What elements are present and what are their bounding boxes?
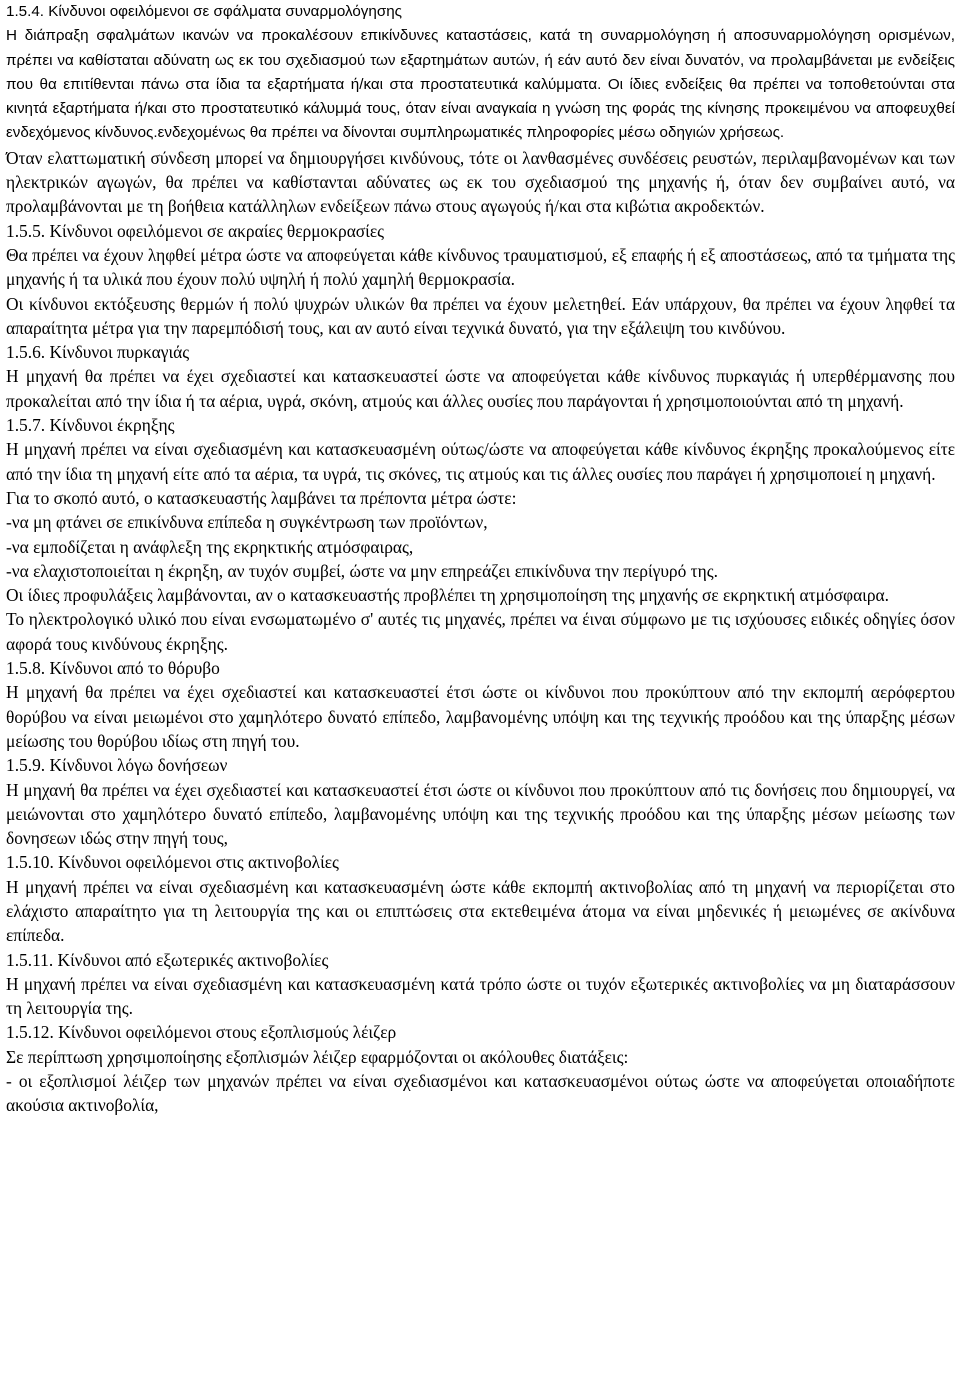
paragraph: Οι ίδιες προφυλάξεις λαμβάνονται, αν ο κατασκευαστής προβλέπει τη χρησιμοποίηση της μηχανής σε εκρηκτική ατμόσφαιρα. (6, 585, 889, 606)
list-item: - οι εξοπλισμοί λέιζερ των μηχανών πρέπει να είναι σχεδιασμένοι και κατασκευασμένοι ούτως ώστε να αποφεύγεται οποιαδήποτε ακούσια ακτινοβολία, (6, 1071, 955, 1116)
section-heading: 1.5.12. Κίνδυνοι οφειλόμενοι στους εξοπλισμούς λέιζερ (6, 1022, 397, 1043)
section-heading: 1.5.11. Κίνδυνοι από εξωτερικές ακτινοβολίες (6, 949, 329, 970)
paragraph: Η μηχανή θα πρέπει να έχει σχεδιαστεί και κατασκευαστεί ώστε να αποφεύγεται κάθε κίνδυνος πυρκαγιάς ή υπερθέρμανσης που προκαλείται από την ίδια ή τα αέρια, υγρά, σκόνη, ατμούς και άλλες ουσίες που παράγονται ή χρησιμοποιούνται από τη μηχανή. (6, 366, 955, 411)
paragraph: Η διάπραξη σφαλμάτων ικανών να προκαλέσουν επικίνδυνες καταστάσεις, κατά τη συναρμολόγηση ή αποσυναρμολόγηση ορισμένων, πρέπει να καθίσταται αδύνατη ως εκ του σχεδιασμού των εξαρτημάτων αυτών, ή εάν αυτό δεν είναι δυνατόν, να προλαμβάνεται με ενδείξεις που θα επιτίθενται πάνω στα ίδια τα εξαρτήματα ή/και στα προστατευτικά καλύμματα. Οι ίδιες ενδείξεις θα πρέπει να τοποθετούνται στα κινητά εξαρτήματα ή/και στο προστατευτικό κάλυμμά τους, όταν είναι αναγκαία η γνώση της φοράς της κίνησης προκειμένου να αποφευχθεί ενδεχόμενος κίνδυνος.ενδεχομένως θα πρέπει να δίνονται συμπληρωματικές πληροφορίες μέσω οδηγιών χρήσεως. (6, 27, 955, 142)
document-body (6, 146, 955, 1118)
list-item: -να ελαχιστοποιείται η έκρηξη, αν τυχόν συμβεί, ώστε να μην επηρεάζει επικίνδυνα την περίγυρό της. (6, 560, 718, 581)
section-heading: 1.5.9. Κίνδυνοι λόγω δονήσεων (6, 755, 228, 776)
paragraph: Η μηχανή πρέπει να είναι σχεδιασμένη και κατασκευασμένη ώστε κάθε εκπομπή ακτινοβολίας από τη μηχανή να περιορίζεται στο ελάχιστο απαραίτητο για τη λειτουργία της και οι επιπτώσεις στα εκτεθειμένα άτομα να είναι μηδενικές ή μειωμένες σε ακίνδυνα επίπεδα. (6, 876, 955, 946)
section-heading: 1.5.5. Κίνδυνοι οφειλόμενοι σε ακραίες θερμοκρασίες (6, 220, 385, 241)
paragraph: Οι κίνδυνοι εκτόξευσης θερμών ή πολύ ψυχρών υλικών θα πρέπει να έχουν μελετηθεί. Εάν υπάρχουν, θα πρέπει να έχουν ληφθεί τα απαραίτητα μέτρα για την παρεμπόδισή τους, και αν αυτό είναι τεχνικά δυνατό, για την εξάλειψη του κινδύνου. (6, 293, 955, 338)
section-heading: 1.5.6. Κίνδυνοι πυρκαγιάς (6, 342, 190, 363)
paragraph: Όταν ελαττωματική σύνδεση μπορεί να δημιουργήσει κινδύνους, τότε οι λανθασμένες συνδέσεις ρευστών, περιλαμβανομένων και των ηλεκτρικών αγωγών, θα πρέπει να καθίστανται αδύνατες ως εκ του σχεδιασμού της μηχανής ή, όταν δεν συμβαίνει αυτό, να προλαμβάνονται με τη βοήθεια κατάλληλων ενδείξεων πάνω στους αγωγούς ή/και στα κιβώτια ακροδεκτών. (6, 147, 955, 217)
paragraph: Η μηχανή πρέπει να είναι σχεδιασμένη και κατασκευασμένη ούτως/ώστε να αποφεύγεται κάθε κίνδυνος έκρηξης προκαλούμενος είτε από την ίδια τη μηχανή είτε από τα αέρια, τα υγρά, τις σκόνες, τις ατμούς και τις άλλες ουσίες που παράγει ή χρησιμοποιεί η μηχανή. (6, 439, 955, 484)
text-line: Για το σκοπό αυτό, ο κατασκευαστής λαμβάνει τα πρέποντα μέτρα ώστε: (6, 487, 517, 508)
section-heading: 1.5.8. Κίνδυνοι από το θόρυβο (6, 658, 220, 679)
section-heading: 1.5.7. Κίνδυνοι έκρηξης (6, 415, 175, 436)
paragraph: Το ηλεκτρολογικό υλικό που είναι ενσωματωμένο σ' αυτές τις μηχανές, πρέπει να έιναι σύμφωνο με τις ισχύουσες ειδικές οδηγίες όσον αφορά τους κινδύνους έκρηξης. (6, 609, 955, 654)
paragraph: Η μηχανή θα πρέπει να έχει σχεδιαστεί και κατασκευαστεί έτσι ώστε οι κίνδυνοι που προκύπτουν από την εκπομπή αερόφερτου θορύβου να είναι μειωμένοι στο χαμηλότερο δυνατό επίπεδο, λαμβανομένης υπόψη και της τεχνικής προόδου και της ύπαρξης μέσων μείωσης του θορύβου ιδίως στη πηγή του. (6, 682, 955, 751)
paragraph: Η μηχανή θα πρέπει να έχει σχεδιαστεί και κατασκευαστεί έτσι ώστε οι κίνδυνοι που προκύπτουν από τις δονήσεις που δημιουργεί, να μειώνονται στο χαμηλότερο δυνατό επίπεδο, λαμβανομένης υπόψη και της τεχνικής προόδου και της ύπαρξης μέσων μείωσης των δονησεων ιδώς στην πηγή τους, (6, 779, 955, 849)
section-1-5-4 (6, 0, 955, 146)
list-item: -να μη φτάνει σε επικίνδυνα επίπεδα η συγκέντρωση των προϊόντων, (6, 512, 488, 533)
paragraph: Η μηχανή πρέπει να είναι σχεδιασμένη και κατασκευασμένη κατά τρόπο ώστε οι τυχόν εξωτερικές ακτινοβολίες να μη διαταράσσουν τη λειτουργία της. (6, 973, 955, 1019)
paragraph: Θα πρέπει να έχουν ληφθεί μέτρα ώστε να αποφεύγεται κάθε κίνδυνος τραυματισμού, εξ επαφής ή εξ αποστάσεως, από τα τμήματα της μηχανής ή τα υλικά που έχουν πολύ υψηλή ή πολύ χαμηλή θερμοκρασία. (6, 244, 955, 290)
section-heading: 1.5.4. Κίνδυνοι οφειλόμενοι σε σφάλματα συναρμολόγησης (6, 3, 402, 20)
list-item: -να εμποδίζεται η ανάφλεξη της εκρηκτικής ατμόσφαιρας, (6, 536, 414, 557)
text-line: Σε περίπτωση χρησιμοποίησης εξοπλισμών λέιζερ εφαρμόζονται οι ακόλουθες διατάξεις: (6, 1046, 629, 1067)
section-heading: 1.5.10. Κίνδυνοι οφειλόμενοι στις ακτινοβολίες (6, 852, 339, 873)
